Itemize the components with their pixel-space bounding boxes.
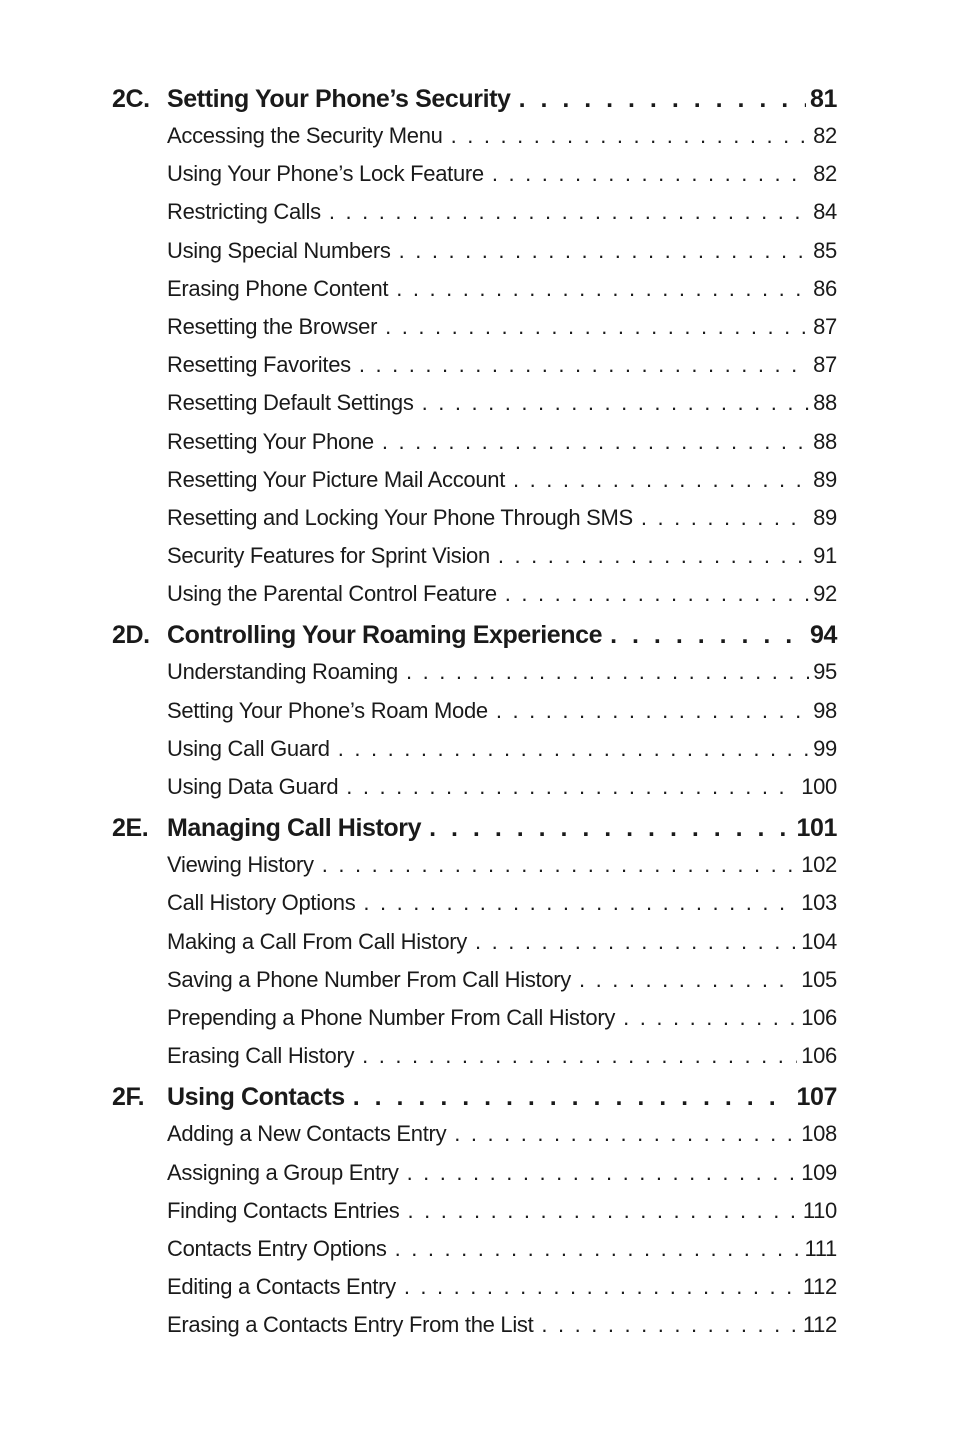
entry-title: Saving a Phone Number From Call History bbox=[167, 966, 572, 992]
toc-entry[interactable] bbox=[112, 199, 837, 237]
dot-leader bbox=[346, 774, 797, 800]
entry-title: Erasing a Contacts Entry From the List bbox=[167, 1312, 534, 1338]
toc-entry[interactable] bbox=[112, 736, 837, 774]
toc-entry[interactable] bbox=[112, 429, 837, 467]
toc-entry[interactable] bbox=[112, 1198, 837, 1236]
toc-entry[interactable] bbox=[112, 581, 837, 619]
entry-title: Call History Options bbox=[167, 890, 356, 916]
entry-page-number: 109 bbox=[801, 1159, 837, 1185]
entry-title: Adding a New Contacts Entry bbox=[167, 1121, 447, 1147]
toc-entry[interactable] bbox=[112, 852, 837, 890]
entry-page-number: 85 bbox=[813, 237, 837, 263]
entry-page-number: 89 bbox=[813, 504, 837, 530]
section-heading[interactable] bbox=[112, 85, 837, 123]
entry-title: Prepending a Phone Number From Call History bbox=[167, 1004, 616, 1030]
entry-title: Editing a Contacts Entry bbox=[167, 1274, 396, 1300]
toc-entry[interactable] bbox=[112, 238, 837, 276]
dot-leader bbox=[623, 1005, 797, 1031]
entry-title: Understanding Roaming bbox=[167, 659, 398, 685]
dot-leader bbox=[641, 505, 809, 531]
dot-leader bbox=[338, 736, 809, 762]
entry-page-number: 84 bbox=[813, 199, 837, 225]
section-number: 2D. bbox=[112, 621, 150, 650]
entry-title: Resetting Your Picture Mail Account bbox=[167, 466, 506, 492]
entry-title: Contacts Entry Options bbox=[167, 1235, 387, 1261]
dot-leader bbox=[353, 1083, 793, 1112]
section-number: 2F. bbox=[112, 1083, 145, 1112]
entry-page-number: 92 bbox=[813, 581, 837, 607]
entry-title: Setting Your Phone’s Roam Mode bbox=[167, 697, 488, 723]
toc-entry[interactable] bbox=[112, 929, 837, 967]
entry-page-number: 104 bbox=[801, 928, 837, 954]
dot-leader bbox=[505, 581, 809, 607]
entry-page-number: 111 bbox=[804, 1235, 837, 1261]
toc-entry[interactable] bbox=[112, 123, 837, 161]
dot-leader bbox=[541, 1312, 798, 1338]
toc-entry[interactable] bbox=[112, 1160, 837, 1198]
dot-leader bbox=[322, 852, 797, 878]
dot-leader bbox=[579, 967, 797, 993]
section-title: Setting Your Phone’s Security bbox=[167, 85, 511, 113]
section-title: Managing Call History bbox=[167, 814, 422, 843]
section-title: Controlling Your Roaming Experience bbox=[167, 621, 603, 650]
toc-entry[interactable] bbox=[112, 505, 837, 543]
toc-entry[interactable] bbox=[112, 774, 837, 812]
entry-title: Using Call Guard bbox=[167, 735, 330, 761]
dot-leader bbox=[363, 890, 797, 916]
section-page-number: 94 bbox=[809, 621, 837, 650]
dot-leader bbox=[399, 238, 810, 264]
entry-title: Resetting and Locking Your Phone Through SMS bbox=[167, 504, 633, 530]
entry-title: Using Data Guard bbox=[167, 774, 339, 799]
toc-entry[interactable] bbox=[112, 1005, 837, 1043]
entry-page-number: 105 bbox=[801, 966, 837, 992]
entry-title: Using the Parental Control Feature bbox=[167, 581, 497, 607]
entry-page-number: 82 bbox=[813, 123, 837, 148]
section-page-number: 101 bbox=[796, 814, 837, 843]
toc-entry[interactable] bbox=[112, 314, 837, 352]
entry-page-number: 88 bbox=[813, 428, 837, 454]
toc-entry[interactable] bbox=[112, 1121, 837, 1159]
toc-entry[interactable] bbox=[112, 352, 837, 390]
dot-leader bbox=[519, 85, 806, 114]
entry-page-number: 88 bbox=[813, 390, 837, 416]
entry-page-number: 86 bbox=[813, 275, 837, 301]
entry-page-number: 110 bbox=[802, 1197, 837, 1223]
section-page-number: 81 bbox=[809, 85, 837, 113]
entry-title: Accessing the Security Menu bbox=[167, 123, 443, 148]
entry-title: Resetting Your Phone bbox=[167, 428, 374, 454]
dot-leader bbox=[385, 314, 809, 340]
entry-title: Restricting Calls bbox=[167, 199, 321, 225]
entry-page-number: 106 bbox=[801, 1043, 837, 1069]
toc-section-2f bbox=[112, 1083, 837, 1350]
entry-page-number: 102 bbox=[801, 852, 837, 878]
entry-title: Resetting Default Settings bbox=[167, 390, 414, 416]
entry-page-number: 108 bbox=[801, 1121, 837, 1147]
entry-title: Security Features for Sprint Vision bbox=[167, 543, 490, 569]
toc-section-2e bbox=[112, 814, 837, 1081]
dot-leader bbox=[407, 1198, 798, 1224]
dot-leader bbox=[382, 429, 809, 455]
dot-leader bbox=[407, 1160, 798, 1186]
dot-leader bbox=[404, 1274, 799, 1300]
entry-page-number: 103 bbox=[801, 890, 837, 916]
entry-title: Viewing History bbox=[167, 852, 314, 878]
entry-title: Making a Call From Call History bbox=[167, 928, 467, 954]
entry-page-number: 100 bbox=[801, 774, 837, 799]
toc-section-2d bbox=[112, 621, 837, 812]
dot-leader bbox=[454, 1121, 797, 1147]
entry-page-number: 87 bbox=[813, 352, 837, 378]
toc-entry[interactable] bbox=[112, 390, 837, 428]
entry-page-number: 106 bbox=[801, 1004, 837, 1030]
entry-title: Erasing Call History bbox=[167, 1043, 355, 1069]
entry-title: Resetting the Browser bbox=[167, 313, 378, 339]
entry-page-number: 98 bbox=[813, 697, 837, 723]
toc-entry[interactable] bbox=[112, 161, 837, 199]
toc-entry[interactable] bbox=[112, 659, 837, 697]
section-number: 2C. bbox=[112, 85, 150, 113]
dot-leader bbox=[475, 929, 797, 955]
dot-leader bbox=[492, 161, 809, 187]
section-heading[interactable] bbox=[112, 1083, 837, 1121]
dot-leader bbox=[496, 698, 809, 724]
toc-entry[interactable] bbox=[112, 1274, 837, 1312]
dot-leader bbox=[422, 390, 810, 416]
toc-entry[interactable] bbox=[112, 967, 837, 1005]
entry-page-number: 95 bbox=[813, 659, 837, 685]
dot-leader bbox=[429, 814, 792, 843]
dot-leader bbox=[513, 467, 809, 493]
toc-entry[interactable] bbox=[112, 890, 837, 928]
section-number: 2E. bbox=[112, 814, 149, 843]
dot-leader bbox=[451, 123, 810, 149]
dot-leader bbox=[396, 276, 809, 302]
dot-leader bbox=[498, 543, 809, 569]
dot-leader bbox=[610, 621, 806, 650]
entry-page-number: 87 bbox=[813, 313, 837, 339]
dot-leader bbox=[362, 1043, 797, 1069]
entry-page-number: 91 bbox=[813, 543, 837, 569]
entry-title: Erasing Phone Content bbox=[167, 275, 389, 301]
entry-title: Using Special Numbers bbox=[167, 237, 391, 263]
toc-entry[interactable] bbox=[112, 467, 837, 505]
entry-page-number: 112 bbox=[802, 1312, 837, 1338]
toc-entry[interactable] bbox=[112, 698, 837, 736]
toc-entry[interactable] bbox=[112, 1312, 837, 1350]
dot-leader bbox=[395, 1236, 801, 1262]
section-title: Using Contacts bbox=[167, 1083, 345, 1112]
toc-entry[interactable] bbox=[112, 543, 837, 581]
entry-page-number: 82 bbox=[813, 161, 837, 187]
dot-leader bbox=[406, 659, 809, 685]
entry-title: Finding Contacts Entries bbox=[167, 1197, 400, 1223]
section-heading[interactable] bbox=[112, 621, 837, 659]
dot-leader bbox=[329, 199, 809, 225]
entry-page-number: 112 bbox=[802, 1274, 837, 1300]
entry-title: Assigning a Group Entry bbox=[167, 1159, 399, 1185]
toc-section-2c bbox=[112, 85, 837, 619]
entry-page-number: 99 bbox=[813, 735, 837, 761]
dot-leader bbox=[359, 352, 809, 378]
section-page-number: 107 bbox=[796, 1083, 837, 1112]
entry-title: Using Your Phone’s Lock Feature bbox=[167, 161, 484, 187]
toc-entry[interactable] bbox=[112, 1043, 837, 1081]
toc-entry[interactable] bbox=[112, 1236, 837, 1274]
toc-entry[interactable] bbox=[112, 276, 837, 314]
section-heading[interactable] bbox=[112, 814, 837, 852]
entry-page-number: 89 bbox=[813, 466, 837, 492]
table-of-contents bbox=[112, 85, 837, 1350]
entry-title: Resetting Favorites bbox=[167, 352, 351, 378]
